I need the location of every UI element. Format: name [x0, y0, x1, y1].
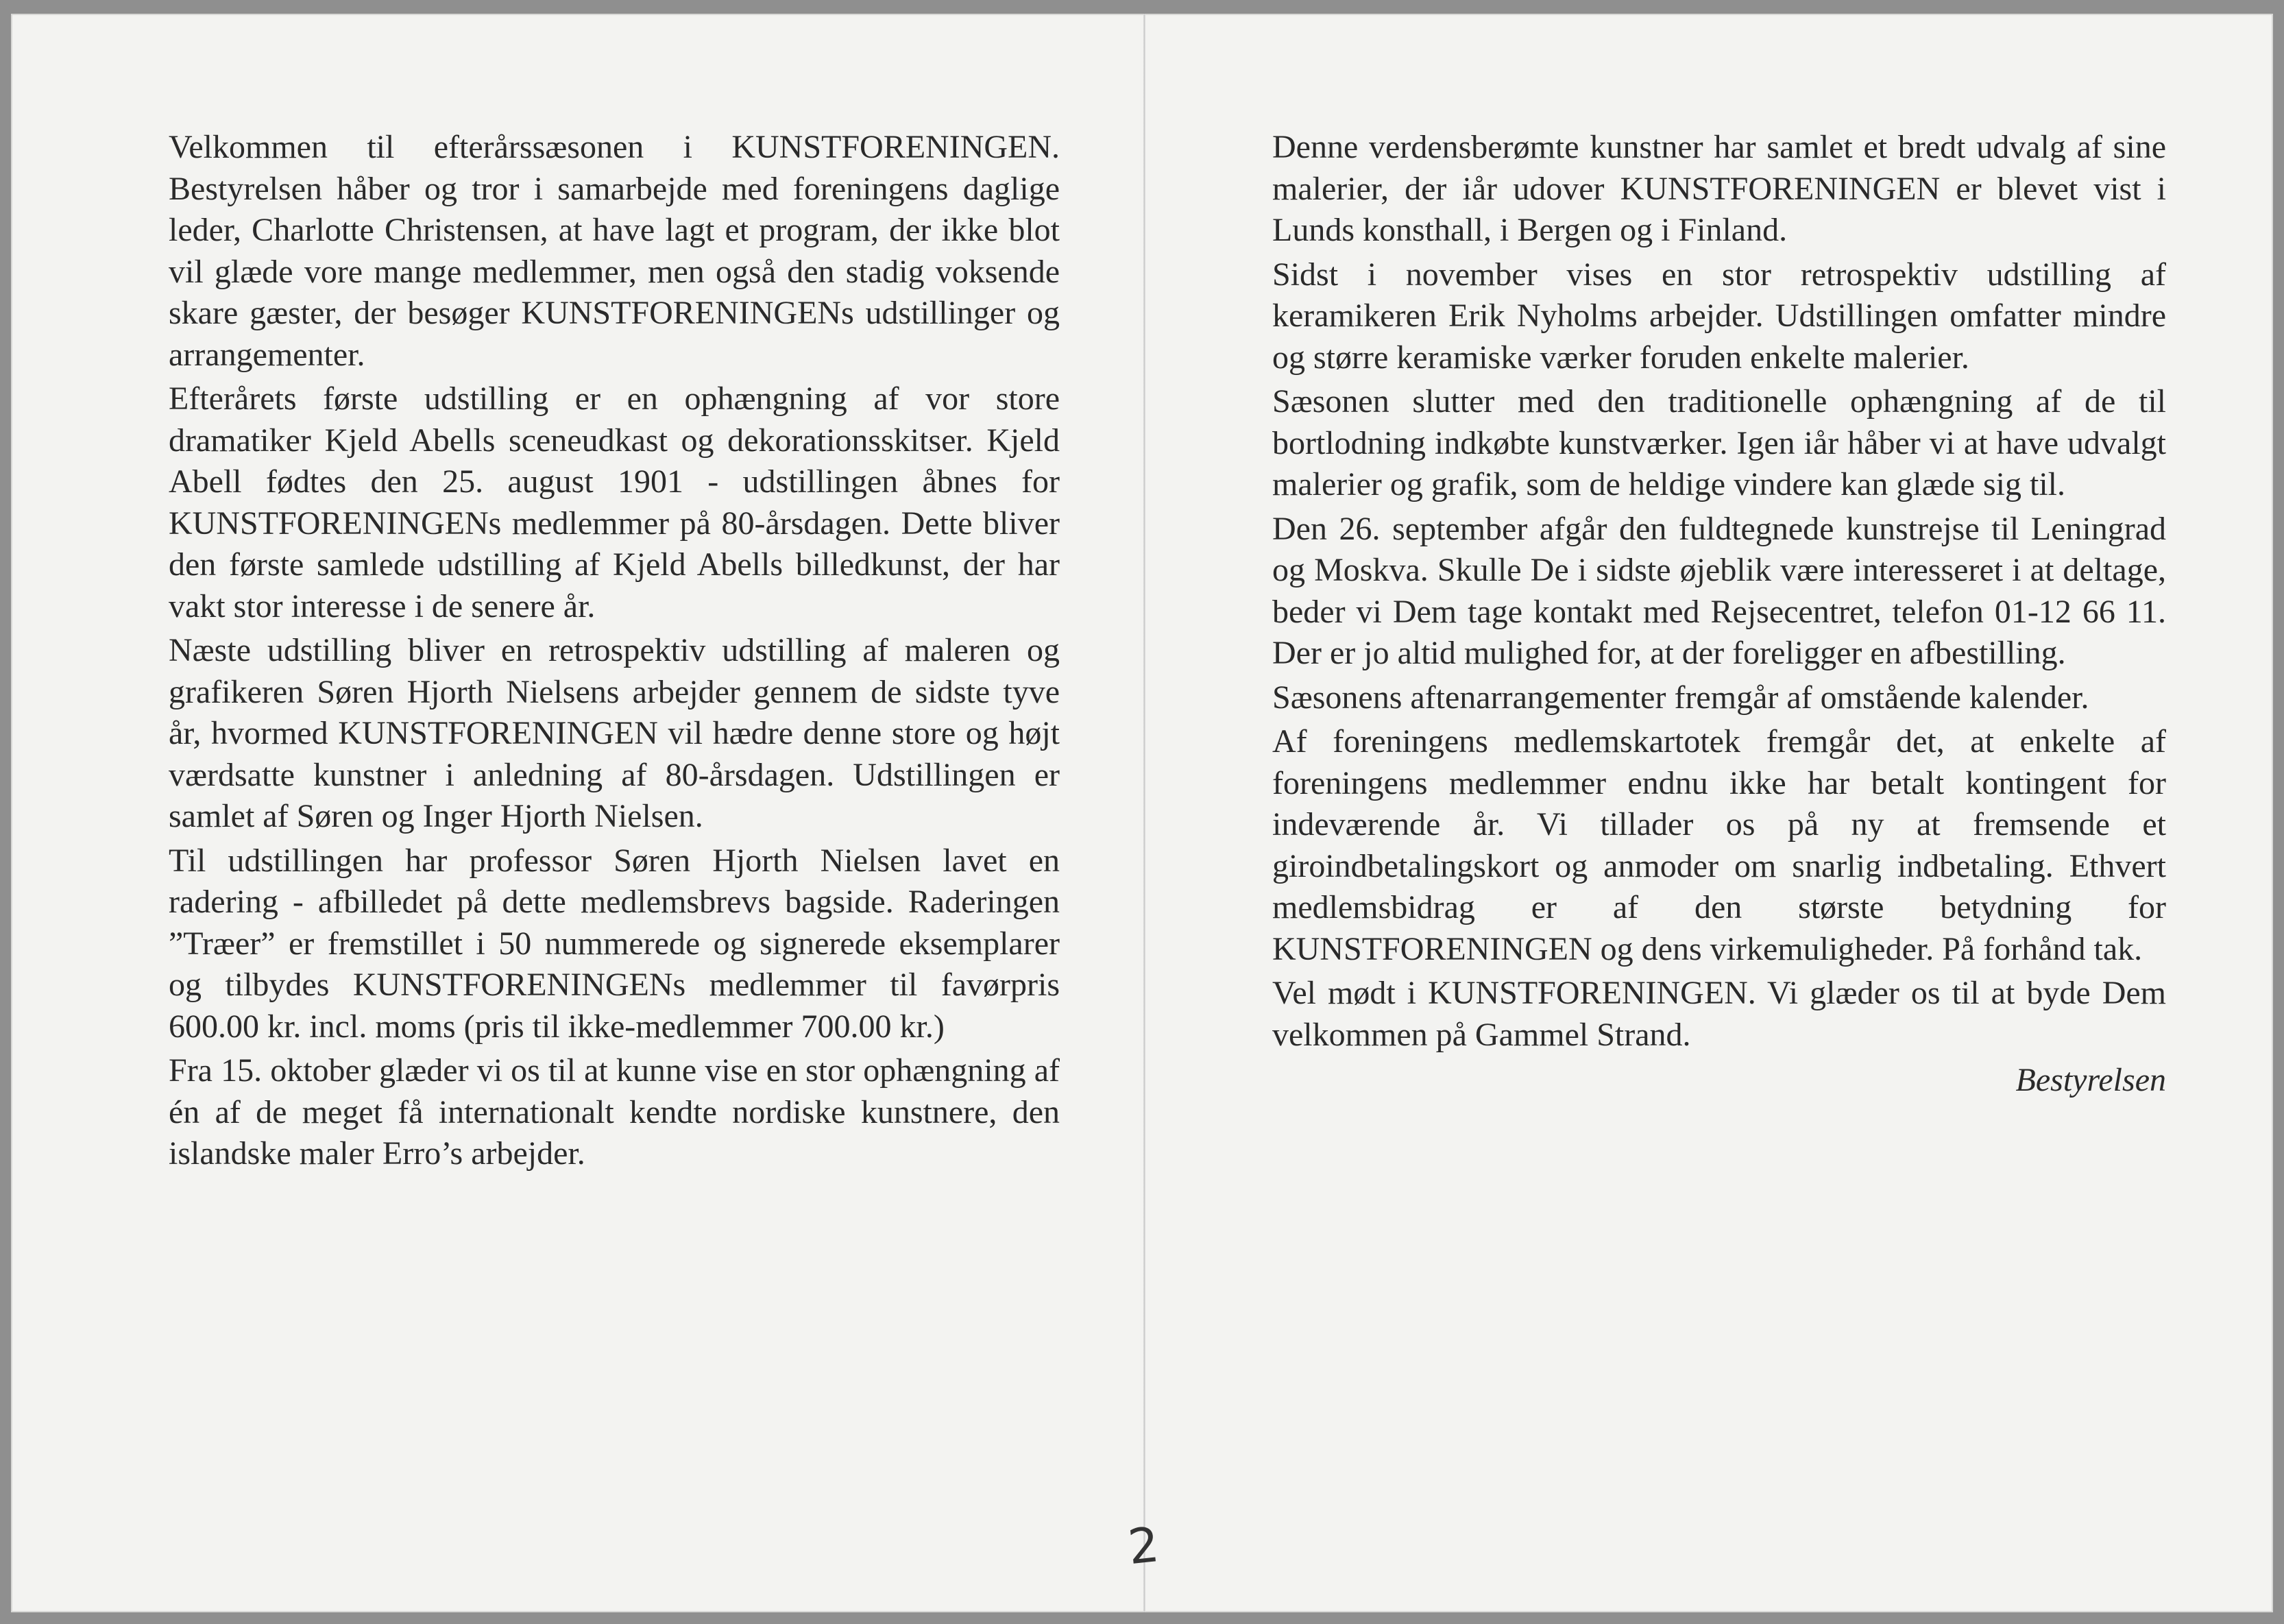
paragraph-nyholm: Sidst i november vises en stor retrospektiv udstilling af keramikeren Erik Nyholms arbejder. Udstillingen omfatter mindre og større keramiske værker foruden enkelte malerier. — [1272, 256, 2166, 376]
handwritten-page-number: 2 — [1125, 1516, 1162, 1576]
paragraph-erro: Fra 15. oktober glæder vi os til at kunne vise en stor ophængning af én af de meget få internationalt kendte nordiske kunstnere, den islandske maler Erro’s arbejder. — [169, 1052, 1060, 1172]
paragraph-erro-continued: Denne verdensberømte kunstner har samlet et bredt udvalg af sine malerier, der iår udover KUNSTFORENINGEN er blevet vist i Lunds konsthall, i Bergen og i Finland. — [1272, 129, 2166, 248]
paragraph-bortlodning: Sæsonen slutter med den traditionelle ophængning af de til bortlodning indkøbte kunstværker. Igen iår håber vi at have udvalgt malerier og grafik, som de heldige vindere kan glæde sig til. — [1272, 383, 2166, 502]
paragraph-vel-modt: Vel mødt i KUNSTFORENINGEN. Vi glæder os til at byde Dem velkommen på Gammel Strand. — [1272, 975, 2166, 1053]
paragraph-hjorth-nielsen: Næste udstilling bliver en retrospektiv udstilling af maleren og grafikeren Søren Hjorth Nielsens arbejder gennem de sidste tyve år, hvormed KUNSTFORENINGEN vil hædre denne store og højt værdsatte kunstner i anledning af 80-årsdagen. Udstillingen er samlet af Søren og Inger Hjorth Nielsen. — [169, 632, 1060, 834]
paragraph-kjeld-abell: Efterårets første udstilling er en ophængning af vor store dramatiker Kjeld Abells sceneudkast og dekorationsskitser. Kjeld Abell fødtes den 25. august 1901 - udstillingen åbnes for KUNSTFORENINGENs medlemmer på 80-årsdagen. Dette bliver den første samlede udstilling af Kjeld Abells billedkunst, der har vakt stor interesse i de senere år. — [169, 380, 1060, 625]
paragraph-kunstrejse: Den 26. september afgår den fuldtegnede kunstrejse til Leningrad og Moskva. Skulle De i sidste øjeblik være interesseret i at deltage, beder vi Dem tage kontakt med Rejsecentret, telefon 01-12 66 11. Der er jo altid mulighed for, at der foreligger en afbestilling. — [1272, 510, 2166, 671]
paragraph-aftenarrangementer: Sæsonens aftenarrangementer fremgår af omstående kalender. — [1272, 679, 2089, 716]
signature: Bestyrelsen — [2015, 1062, 2166, 1098]
paragraph-welcome: Velkommen til efterårssæsonen i KUNSTFORENINGEN. Bestyrelsen håber og tror i samarbejde med foreningens daglige leder, Charlotte Christensen, at have lagt et program, der ikke blot vil glæde vore mange medlemmer, men også den stadig voksende skare gæster, der besøger KUNSTFORENINGENs udstillinger og arrangementer. — [169, 129, 1060, 373]
center-fold — [1143, 14, 1145, 1612]
right-page-text — [1272, 127, 2166, 1104]
left-page-text — [169, 127, 1060, 1178]
paragraph-radering: Til udstillingen har professor Søren Hjorth Nielsen lavet en radering - afbilledet på dette medlemsbrevs bagside. Raderingen ”Træer” er fremstillet i 50 nummerede og signerede eksemplarer og tilbydes KUNSTFORENINGENs medlemmer til favørpris 600.00 kr. incl. moms (pris til ikke-medlemmer 700.00 kr.) — [169, 842, 1060, 1045]
paragraph-kontingent: Af foreningens medlemskartotek fremgår det, at enkelte af foreningens medlemmer endnu ikke har betalt kontingent for indeværende år. Vi tillader os på ny at fremsende et giroindbetalingskort og anmoder om snarlig indbetaling. Ethvert medlemsbidrag er af den største betydning for KUNSTFORENINGEN og dens virkemuligheder. På forhånd tak. — [1272, 723, 2166, 967]
